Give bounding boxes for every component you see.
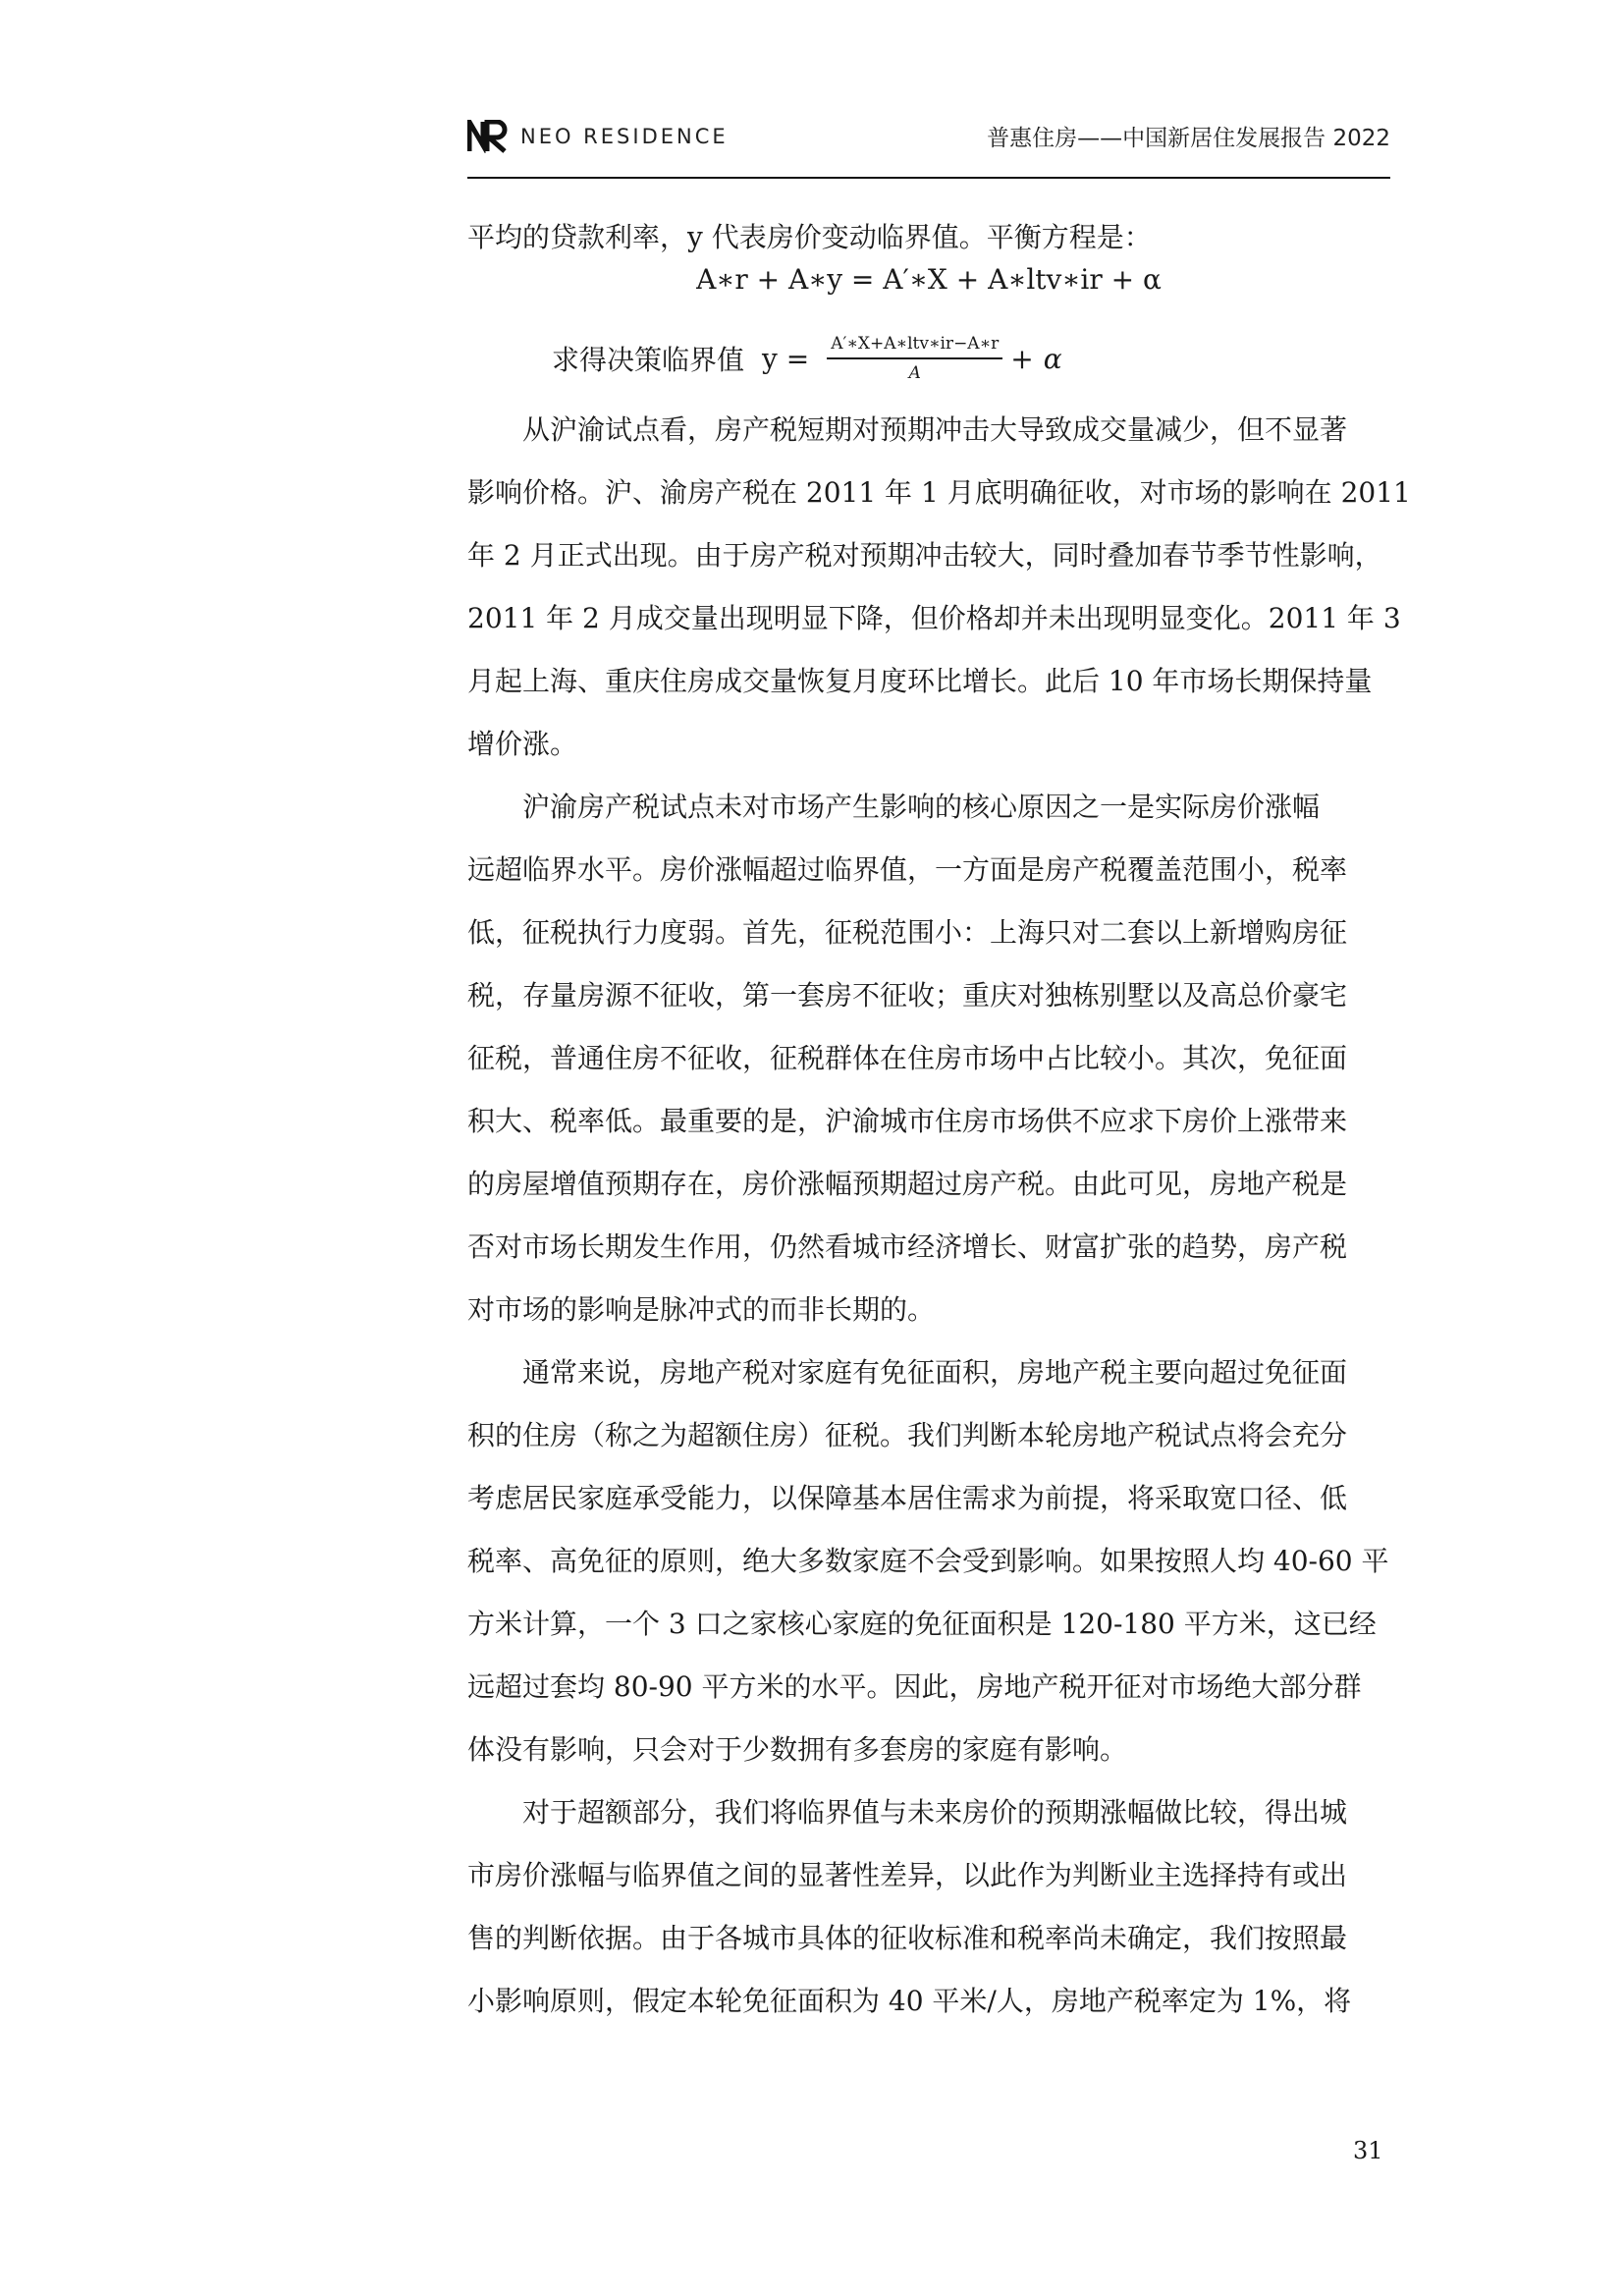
- threshold-equation: [552, 334, 1062, 383]
- paragraph-line: 对于超额部分，我们将临界值与未来房价的预期涨幅做比较，得出城: [522, 1796, 1348, 1829]
- intro-line: 平均的贷款利率，y 代表房价变动临界值。平衡方程是：: [467, 221, 1152, 253]
- paragraph-line: 低，征税执行力度弱。首先，征税范围小：上海只对二套以上新增购房征: [467, 916, 1348, 949]
- paragraph-line: 税，存量房源不征收，第一套房不征收；重庆对独栋别墅以及高总价豪宅: [467, 979, 1348, 1011]
- paragraph-line: 增价涨。: [467, 728, 578, 760]
- page-number: 31: [1353, 2137, 1383, 2164]
- brand-logo: [467, 120, 729, 153]
- paragraph-line: 对市场的影响是脉冲式的而非长期的。: [467, 1293, 936, 1326]
- paragraph-line: 否对市场长期发生作用，仍然看城市经济增长、财富扩张的趋势，房产税: [467, 1230, 1348, 1263]
- paragraph-line: 通常来说，房地产税对家庭有免征面积，房地产税主要向超过免征面: [522, 1356, 1348, 1389]
- paragraph-line: 征税，普通住房不征收，征税群体在住房市场中占比较小。其次，免征面: [467, 1042, 1348, 1074]
- paragraph-line: 月起上海、重庆住房成交量恢复月度环比增长。此后 10 年市场长期保持量: [467, 665, 1373, 697]
- paragraph-line: 市房价涨幅与临界值之间的显著性差异，以此作为判断业主选择持有或出: [467, 1859, 1348, 1891]
- paragraph-line: 售的判断依据。由于各城市具体的征收标准和税率尚未确定，我们按照最: [467, 1922, 1348, 1954]
- brand-name: NEO RESIDENCE: [520, 125, 729, 148]
- page-header: [467, 110, 1390, 179]
- equation-plus: +: [1010, 342, 1034, 375]
- paragraph-line: 方米计算，一个 3 口之家核心家庭的免征面积是 120-180 平方米，这已经: [467, 1608, 1377, 1640]
- paragraph-line: 年 2 月正式出现。由于房产税对预期冲击较大，同时叠加春节季节性影响，: [467, 539, 1382, 572]
- equation-lhs: y =: [762, 342, 810, 375]
- paragraph-line: 积大、税率低。最重要的是，沪渝城市住房市场供不应求下房价上涨带来: [467, 1105, 1348, 1137]
- paragraph-line: 考虑居民家庭承受能力，以保障基本居住需求为前提，将采取宽口径、低: [467, 1482, 1348, 1514]
- paragraph-line: 2011 年 2 月成交量出现明显下降，但价格却并未出现明显变化。2011 年 3: [467, 602, 1401, 634]
- paragraph-line: 远超过套均 80-90 平方米的水平。因此，房地产税开征对市场绝大部分群: [467, 1670, 1362, 1703]
- header-divider: [467, 177, 1390, 179]
- paragraph-line: 影响价格。沪、渝房产税在 2011 年 1 月底明确征收，对市场的影响在 2011: [467, 476, 1411, 509]
- paragraph-line: 小影响原则，假定本轮免征面积为 40 平米/人，房地产税率定为 1%，将: [467, 1985, 1352, 2017]
- equation-label: 求得决策临界值: [552, 344, 745, 376]
- paragraph-line: 远超临界水平。房价涨幅超过临界值，一方面是房产税覆盖范围小，税率: [467, 853, 1348, 886]
- paragraph-line: 的房屋增值预期存在，房价涨幅预期超过房产税。由此可见，房地产税是: [467, 1168, 1348, 1200]
- main-content: [467, 206, 1390, 269]
- equation-alpha: α: [1043, 342, 1062, 375]
- report-title: 普惠住房——中国新居住发展报告 2022: [987, 126, 1390, 151]
- paragraph-line: 沪渝房产税试点未对市场产生影响的核心原因之一是实际房价涨幅: [522, 791, 1321, 823]
- neo-residence-logo-icon: [467, 120, 509, 153]
- paragraph-line: 积的住房（称之为超额住房）征税。我们判断本轮房地产税试点将会充分: [467, 1419, 1348, 1451]
- paragraph-line: 体没有影响，只会对于少数拥有多套房的家庭有影响。: [467, 1733, 1128, 1766]
- fraction: [827, 334, 1002, 383]
- paragraph-line: 税率、高免征的原则，绝大多数家庭不会受到影响。如果按照人均 40-60 平: [467, 1545, 1389, 1577]
- fraction-numerator: A′∗X+A∗ltv∗ir−A∗r: [827, 334, 1002, 359]
- paragraphs: [467, 399, 1411, 2033]
- balance-equation: A∗r + A∗y = A′∗X + A∗ltv∗ir + α: [696, 263, 1162, 296]
- paragraph-line: 从沪渝试点看，房产税短期对预期冲击大导致成交量减少，但不显著: [522, 413, 1348, 446]
- fraction-denominator: A: [908, 363, 921, 383]
